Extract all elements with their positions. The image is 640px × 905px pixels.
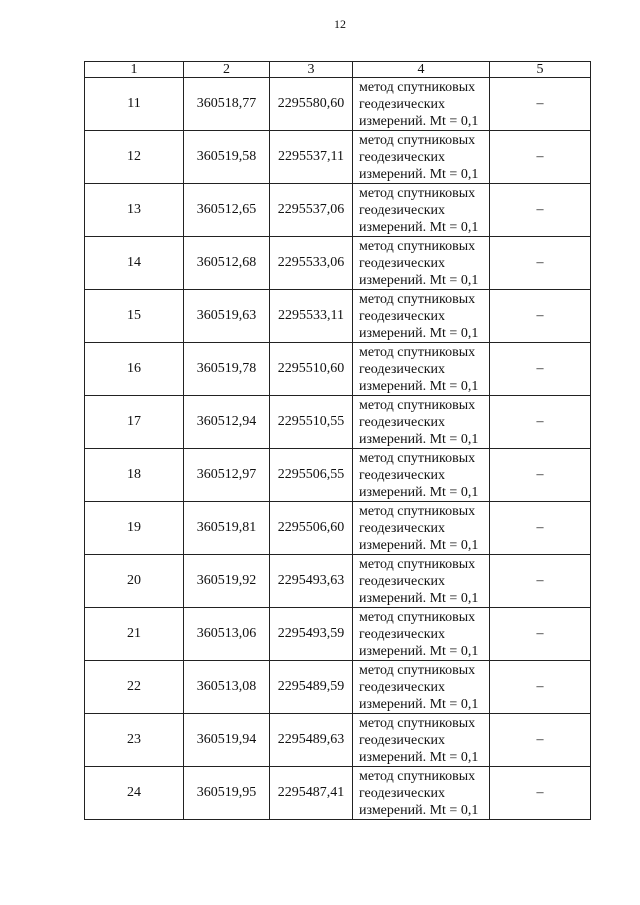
note-cell: –	[490, 184, 591, 237]
column-header-1: 1	[85, 62, 184, 78]
point-number-cell: 18	[85, 449, 184, 502]
page-number: 12	[334, 17, 346, 31]
method-line: измерений. Mt = 0,1	[359, 431, 479, 447]
table-row	[85, 661, 591, 714]
point-number-cell: 11	[85, 78, 184, 131]
method-cell	[353, 502, 490, 555]
method-line: геодезических	[359, 520, 446, 536]
note-cell: –	[490, 449, 591, 502]
table-row	[85, 290, 591, 343]
method-line: измерений. Mt = 0,1	[359, 643, 479, 659]
coordinates-table	[84, 61, 591, 820]
method-line: метод спутниковых	[359, 238, 476, 254]
method-line: измерений. Mt = 0,1	[359, 802, 479, 818]
table-row	[85, 608, 591, 661]
point-number-cell: 16	[85, 343, 184, 396]
method-cell	[353, 184, 490, 237]
method-cell	[353, 767, 490, 820]
x-coordinate-cell: 360512,65	[184, 184, 270, 237]
y-coordinate-cell: 2295580,60	[270, 78, 353, 131]
note-cell: –	[490, 78, 591, 131]
note-cell: –	[490, 555, 591, 608]
table-row	[85, 184, 591, 237]
method-cell	[353, 131, 490, 184]
x-coordinate-cell: 360512,94	[184, 396, 270, 449]
point-number-cell: 24	[85, 767, 184, 820]
x-coordinate-cell: 360519,95	[184, 767, 270, 820]
method-cell	[353, 608, 490, 661]
method-cell	[353, 714, 490, 767]
method-line: геодезических	[359, 308, 446, 324]
column-header-5: 5	[490, 62, 591, 78]
y-coordinate-cell: 2295537,11	[270, 131, 353, 184]
note-cell: –	[490, 343, 591, 396]
method-cell	[353, 290, 490, 343]
point-number-cell: 17	[85, 396, 184, 449]
table-row	[85, 237, 591, 290]
method-line: метод спутниковых	[359, 450, 476, 466]
method-line: геодезических	[359, 467, 446, 483]
note-cell: –	[490, 290, 591, 343]
x-coordinate-cell: 360513,06	[184, 608, 270, 661]
table-row	[85, 714, 591, 767]
note-cell: –	[490, 396, 591, 449]
y-coordinate-cell: 2295533,11	[270, 290, 353, 343]
table-row	[85, 78, 591, 131]
y-coordinate-cell: 2295506,55	[270, 449, 353, 502]
column-header-4: 4	[353, 62, 490, 78]
x-coordinate-cell: 360519,81	[184, 502, 270, 555]
point-number-cell: 20	[85, 555, 184, 608]
method-line: геодезических	[359, 626, 446, 642]
column-header-2: 2	[184, 62, 270, 78]
method-line: геодезических	[359, 414, 446, 430]
method-line: геодезических	[359, 785, 446, 801]
method-cell	[353, 78, 490, 131]
y-coordinate-cell: 2295510,55	[270, 396, 353, 449]
y-coordinate-cell: 2295489,63	[270, 714, 353, 767]
method-line: метод спутниковых	[359, 556, 476, 572]
method-line: метод спутниковых	[359, 609, 476, 625]
y-coordinate-cell: 2295533,06	[270, 237, 353, 290]
y-coordinate-cell: 2295537,06	[270, 184, 353, 237]
method-line: измерений. Mt = 0,1	[359, 113, 479, 129]
method-line: метод спутниковых	[359, 291, 476, 307]
method-line: измерений. Mt = 0,1	[359, 325, 479, 341]
method-line: измерений. Mt = 0,1	[359, 484, 479, 500]
method-line: геодезических	[359, 732, 446, 748]
x-coordinate-cell: 360513,08	[184, 661, 270, 714]
point-number-cell: 22	[85, 661, 184, 714]
method-line: геодезических	[359, 96, 446, 112]
x-coordinate-cell: 360512,68	[184, 237, 270, 290]
method-cell	[353, 555, 490, 608]
method-line: измерений. Mt = 0,1	[359, 272, 479, 288]
point-number-cell: 12	[85, 131, 184, 184]
header-row	[85, 62, 591, 78]
method-line: геодезических	[359, 202, 446, 218]
method-line: метод спутниковых	[359, 132, 476, 148]
method-line: измерений. Mt = 0,1	[359, 590, 479, 606]
point-number-cell: 23	[85, 714, 184, 767]
method-line: метод спутниковых	[359, 79, 476, 95]
point-number-cell: 15	[85, 290, 184, 343]
x-coordinate-cell: 360519,78	[184, 343, 270, 396]
table-row	[85, 555, 591, 608]
method-line: метод спутниковых	[359, 768, 476, 784]
method-line: измерений. Mt = 0,1	[359, 166, 479, 182]
method-line: измерений. Mt = 0,1	[359, 219, 479, 235]
note-cell: –	[490, 767, 591, 820]
method-line: измерений. Mt = 0,1	[359, 537, 479, 553]
table-header	[85, 62, 591, 78]
x-coordinate-cell: 360518,77	[184, 78, 270, 131]
method-cell	[353, 343, 490, 396]
table-row	[85, 131, 591, 184]
table-row	[85, 396, 591, 449]
note-cell: –	[490, 502, 591, 555]
method-line: геодезических	[359, 679, 446, 695]
y-coordinate-cell: 2295493,63	[270, 555, 353, 608]
method-line: метод спутниковых	[359, 662, 476, 678]
table-row	[85, 767, 591, 820]
note-cell: –	[490, 131, 591, 184]
y-coordinate-cell: 2295489,59	[270, 661, 353, 714]
table-row	[85, 343, 591, 396]
method-line: геодезических	[359, 255, 446, 271]
point-number-cell: 19	[85, 502, 184, 555]
method-cell	[353, 661, 490, 714]
x-coordinate-cell: 360512,97	[184, 449, 270, 502]
table-row	[85, 449, 591, 502]
method-line: измерений. Mt = 0,1	[359, 378, 479, 394]
method-cell	[353, 237, 490, 290]
method-line: измерений. Mt = 0,1	[359, 749, 479, 765]
y-coordinate-cell: 2295487,41	[270, 767, 353, 820]
x-coordinate-cell: 360519,94	[184, 714, 270, 767]
table-row	[85, 502, 591, 555]
method-line: измерений. Mt = 0,1	[359, 696, 479, 712]
y-coordinate-cell: 2295506,60	[270, 502, 353, 555]
note-cell: –	[490, 608, 591, 661]
method-line: метод спутниковых	[359, 344, 476, 360]
method-line: метод спутниковых	[359, 397, 476, 413]
note-cell: –	[490, 661, 591, 714]
method-cell	[353, 396, 490, 449]
method-line: геодезических	[359, 361, 446, 377]
x-coordinate-cell: 360519,63	[184, 290, 270, 343]
method-line: метод спутниковых	[359, 503, 476, 519]
point-number-cell: 21	[85, 608, 184, 661]
method-line: метод спутниковых	[359, 185, 476, 201]
y-coordinate-cell: 2295493,59	[270, 608, 353, 661]
method-line: метод спутниковых	[359, 715, 476, 731]
method-cell	[353, 449, 490, 502]
column-header-3: 3	[270, 62, 353, 78]
point-number-cell: 14	[85, 237, 184, 290]
note-cell: –	[490, 237, 591, 290]
method-line: геодезических	[359, 573, 446, 589]
y-coordinate-cell: 2295510,60	[270, 343, 353, 396]
table-body	[85, 78, 591, 820]
point-number-cell: 13	[85, 184, 184, 237]
x-coordinate-cell: 360519,92	[184, 555, 270, 608]
note-cell: –	[490, 714, 591, 767]
x-coordinate-cell: 360519,58	[184, 131, 270, 184]
method-line: геодезических	[359, 149, 446, 165]
